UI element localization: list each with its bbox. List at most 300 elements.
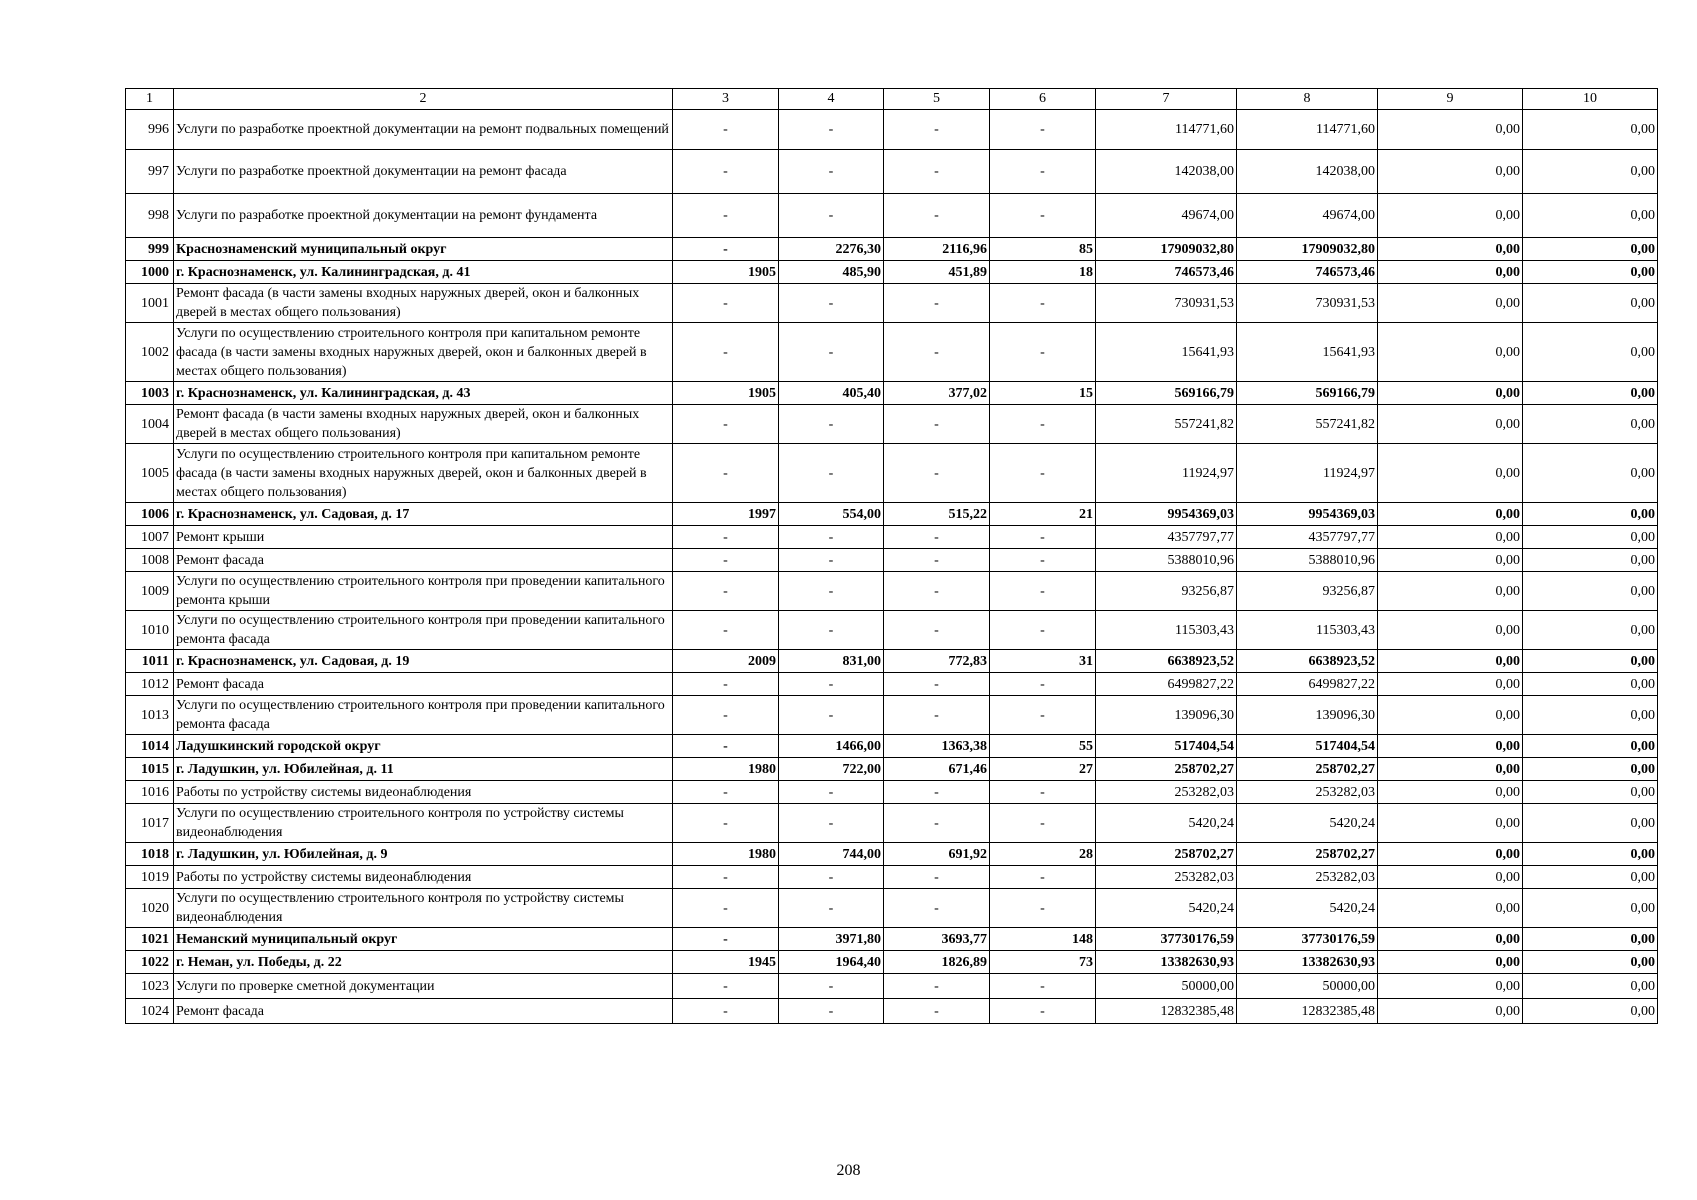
cell-col6: 148 — [990, 928, 1096, 951]
cell-col5: - — [884, 974, 990, 999]
cell-col7: 15641,93 — [1096, 323, 1237, 382]
cell-col7: 258702,27 — [1096, 843, 1237, 866]
cell-col9: 0,00 — [1378, 572, 1523, 611]
cell-col4: 1964,40 — [779, 951, 884, 974]
cell-col5: - — [884, 572, 990, 611]
table-row — [126, 650, 1658, 673]
cell-col3: 1997 — [673, 503, 779, 526]
cell-col4: - — [779, 866, 884, 889]
row-number: 996 — [126, 110, 174, 150]
cell-col7: 6638923,52 — [1096, 650, 1237, 673]
cell-col5: 515,22 — [884, 503, 990, 526]
table-row — [126, 150, 1658, 194]
cell-col6: - — [990, 549, 1096, 572]
cell-col4: - — [779, 673, 884, 696]
table-row — [126, 444, 1658, 503]
cell-col8: 5388010,96 — [1237, 549, 1378, 572]
cell-col10: 0,00 — [1523, 611, 1658, 650]
cell-col4: - — [779, 889, 884, 928]
row-name: Услуги по разработке проектной документации на ремонт подвальных помещений — [174, 110, 673, 150]
cell-col7: 12832385,48 — [1096, 999, 1237, 1024]
row-name: Услуги по осуществлению строительного контроля при капитальном ремонте фасада (в части замены входных наружных дверей, окон и балконных дверей в местах общего пользования) — [174, 444, 673, 503]
cell-col10: 0,00 — [1523, 866, 1658, 889]
cell-col3: - — [673, 526, 779, 549]
cell-col5: 2116,96 — [884, 238, 990, 261]
cell-col8: 5420,24 — [1237, 889, 1378, 928]
cell-col3: 1905 — [673, 261, 779, 284]
cell-col6: - — [990, 696, 1096, 735]
cell-col3: - — [673, 974, 779, 999]
cell-col4: 831,00 — [779, 650, 884, 673]
cell-col9: 0,00 — [1378, 323, 1523, 382]
cell-col5: - — [884, 405, 990, 444]
cell-col3: 2009 — [673, 650, 779, 673]
cell-col3: - — [673, 194, 779, 238]
cell-col6: - — [990, 804, 1096, 843]
cell-col3: - — [673, 804, 779, 843]
column-header-row — [126, 89, 1658, 110]
cell-col10: 0,00 — [1523, 696, 1658, 735]
cell-col10: 0,00 — [1523, 261, 1658, 284]
cell-col10: 0,00 — [1523, 194, 1658, 238]
row-name: г. Краснознаменск, ул. Садовая, д. 19 — [174, 650, 673, 673]
cell-col5: 3693,77 — [884, 928, 990, 951]
cell-col9: 0,00 — [1378, 951, 1523, 974]
table-row — [126, 284, 1658, 323]
cell-col10: 0,00 — [1523, 323, 1658, 382]
table-row — [126, 673, 1658, 696]
cell-col10: 0,00 — [1523, 781, 1658, 804]
cell-col7: 50000,00 — [1096, 974, 1237, 999]
row-number: 1012 — [126, 673, 174, 696]
cell-col3: - — [673, 611, 779, 650]
cell-col7: 746573,46 — [1096, 261, 1237, 284]
row-number: 1001 — [126, 284, 174, 323]
cell-col4: 1466,00 — [779, 735, 884, 758]
table-body — [126, 89, 1658, 1024]
cell-col7: 4357797,77 — [1096, 526, 1237, 549]
cell-col4: - — [779, 405, 884, 444]
row-name: Услуги по проверке сметной документации — [174, 974, 673, 999]
cell-col8: 12832385,48 — [1237, 999, 1378, 1024]
cell-col6: 27 — [990, 758, 1096, 781]
cell-col3: - — [673, 999, 779, 1024]
cell-col8: 258702,27 — [1237, 758, 1378, 781]
cell-col10: 0,00 — [1523, 238, 1658, 261]
row-name: г. Краснознаменск, ул. Калининградская, д. 41 — [174, 261, 673, 284]
cell-col7: 49674,00 — [1096, 194, 1237, 238]
cell-col3: - — [673, 323, 779, 382]
cell-col9: 0,00 — [1378, 238, 1523, 261]
cell-col8: 557241,82 — [1237, 405, 1378, 444]
row-name: Работы по устройству системы видеонаблюдения — [174, 866, 673, 889]
cell-col9: 0,00 — [1378, 781, 1523, 804]
cell-col7: 93256,87 — [1096, 572, 1237, 611]
cell-col3: - — [673, 696, 779, 735]
cell-col7: 557241,82 — [1096, 405, 1237, 444]
cell-col6: - — [990, 444, 1096, 503]
table-row — [126, 974, 1658, 999]
cell-col6: - — [990, 889, 1096, 928]
cell-col4: 744,00 — [779, 843, 884, 866]
cell-col9: 0,00 — [1378, 735, 1523, 758]
cell-col3: 1905 — [673, 382, 779, 405]
row-name: Услуги по разработке проектной документации на ремонт фундамента — [174, 194, 673, 238]
row-number: 1014 — [126, 735, 174, 758]
cell-col8: 17909032,80 — [1237, 238, 1378, 261]
row-name: Краснознаменский муниципальный округ — [174, 238, 673, 261]
cell-col10: 0,00 — [1523, 758, 1658, 781]
table-row — [126, 405, 1658, 444]
cell-col8: 15641,93 — [1237, 323, 1378, 382]
cell-col5: - — [884, 611, 990, 650]
column-header: 3 — [673, 89, 779, 110]
cell-col8: 569166,79 — [1237, 382, 1378, 405]
cell-col6: - — [990, 323, 1096, 382]
row-number: 1010 — [126, 611, 174, 650]
cell-col5: 1826,89 — [884, 951, 990, 974]
cell-col3: - — [673, 284, 779, 323]
row-number: 1009 — [126, 572, 174, 611]
row-name: Ремонт фасада — [174, 549, 673, 572]
cell-col8: 49674,00 — [1237, 194, 1378, 238]
cell-col8: 37730176,59 — [1237, 928, 1378, 951]
cell-col3: - — [673, 889, 779, 928]
column-header: 8 — [1237, 89, 1378, 110]
cell-col10: 0,00 — [1523, 110, 1658, 150]
cell-col8: 13382630,93 — [1237, 951, 1378, 974]
data-table — [125, 88, 1658, 1024]
cell-col9: 0,00 — [1378, 999, 1523, 1024]
cell-col9: 0,00 — [1378, 444, 1523, 503]
cell-col5: 671,46 — [884, 758, 990, 781]
column-header: 9 — [1378, 89, 1523, 110]
cell-col10: 0,00 — [1523, 284, 1658, 323]
cell-col10: 0,00 — [1523, 444, 1658, 503]
cell-col9: 0,00 — [1378, 843, 1523, 866]
cell-col4: - — [779, 323, 884, 382]
table-row — [126, 804, 1658, 843]
table-row — [126, 758, 1658, 781]
cell-col5: - — [884, 696, 990, 735]
table-row — [126, 110, 1658, 150]
cell-col3: - — [673, 781, 779, 804]
cell-col7: 139096,30 — [1096, 696, 1237, 735]
column-header: 6 — [990, 89, 1096, 110]
cell-col7: 114771,60 — [1096, 110, 1237, 150]
cell-col5: 772,83 — [884, 650, 990, 673]
cell-col4: 405,40 — [779, 382, 884, 405]
cell-col8: 93256,87 — [1237, 572, 1378, 611]
table-row — [126, 928, 1658, 951]
table-row — [126, 611, 1658, 650]
cell-col9: 0,00 — [1378, 804, 1523, 843]
cell-col8: 114771,60 — [1237, 110, 1378, 150]
cell-col5: - — [884, 526, 990, 549]
cell-col4: 485,90 — [779, 261, 884, 284]
row-name: Ремонт фасада — [174, 999, 673, 1024]
row-name: Услуги по осуществлению строительного контроля при проведении капитального ремонта фасада — [174, 611, 673, 650]
cell-col6: - — [990, 781, 1096, 804]
row-name: г. Ладушкин, ул. Юбилейная, д. 9 — [174, 843, 673, 866]
cell-col4: - — [779, 526, 884, 549]
table-row — [126, 866, 1658, 889]
cell-col6: 31 — [990, 650, 1096, 673]
cell-col5: - — [884, 194, 990, 238]
row-name: Ремонт фасада (в части замены входных наружных дверей, окон и балконных дверей в местах общего пользования) — [174, 284, 673, 323]
cell-col10: 0,00 — [1523, 951, 1658, 974]
row-number: 1011 — [126, 650, 174, 673]
table-row — [126, 503, 1658, 526]
cell-col6: - — [990, 150, 1096, 194]
column-header: 7 — [1096, 89, 1237, 110]
cell-col5: 451,89 — [884, 261, 990, 284]
cell-col9: 0,00 — [1378, 650, 1523, 673]
cell-col5: - — [884, 889, 990, 928]
cell-col9: 0,00 — [1378, 673, 1523, 696]
column-header: 10 — [1523, 89, 1658, 110]
cell-col6: - — [990, 110, 1096, 150]
cell-col9: 0,00 — [1378, 503, 1523, 526]
cell-col6: 18 — [990, 261, 1096, 284]
row-number: 1004 — [126, 405, 174, 444]
cell-col7: 253282,03 — [1096, 781, 1237, 804]
row-number: 1006 — [126, 503, 174, 526]
table-row — [126, 696, 1658, 735]
cell-col4: - — [779, 999, 884, 1024]
cell-col7: 5388010,96 — [1096, 549, 1237, 572]
table-row — [126, 572, 1658, 611]
cell-col4: - — [779, 974, 884, 999]
cell-col8: 253282,03 — [1237, 866, 1378, 889]
row-number: 1003 — [126, 382, 174, 405]
cell-col7: 5420,24 — [1096, 889, 1237, 928]
table-row — [126, 999, 1658, 1024]
row-name: Ремонт фасада (в части замены входных наружных дверей, окон и балконных дверей в местах общего пользования) — [174, 405, 673, 444]
row-number: 1018 — [126, 843, 174, 866]
cell-col3: - — [673, 405, 779, 444]
cell-col3: - — [673, 238, 779, 261]
cell-col5: - — [884, 866, 990, 889]
cell-col9: 0,00 — [1378, 696, 1523, 735]
row-number: 1007 — [126, 526, 174, 549]
cell-col8: 4357797,77 — [1237, 526, 1378, 549]
cell-col5: - — [884, 444, 990, 503]
cell-col6: 85 — [990, 238, 1096, 261]
table-row — [126, 889, 1658, 928]
cell-col5: - — [884, 549, 990, 572]
row-number: 997 — [126, 150, 174, 194]
row-name: г. Ладушкин, ул. Юбилейная, д. 11 — [174, 758, 673, 781]
cell-col10: 0,00 — [1523, 382, 1658, 405]
row-number: 1015 — [126, 758, 174, 781]
row-name: Услуги по осуществлению строительного контроля по устройству системы видеонаблюдения — [174, 804, 673, 843]
cell-col5: 1363,38 — [884, 735, 990, 758]
cell-col10: 0,00 — [1523, 673, 1658, 696]
cell-col8: 746573,46 — [1237, 261, 1378, 284]
table-row — [126, 323, 1658, 382]
cell-col3: 1980 — [673, 843, 779, 866]
cell-col5: - — [884, 804, 990, 843]
row-name: Ремонт фасада — [174, 673, 673, 696]
row-name: Неманский муниципальный округ — [174, 928, 673, 951]
cell-col10: 0,00 — [1523, 999, 1658, 1024]
row-name: Работы по устройству системы видеонаблюдения — [174, 781, 673, 804]
cell-col9: 0,00 — [1378, 194, 1523, 238]
cell-col9: 0,00 — [1378, 928, 1523, 951]
row-number: 1020 — [126, 889, 174, 928]
cell-col8: 6499827,22 — [1237, 673, 1378, 696]
cell-col8: 142038,00 — [1237, 150, 1378, 194]
table-row — [126, 735, 1658, 758]
cell-col3: - — [673, 673, 779, 696]
cell-col9: 0,00 — [1378, 889, 1523, 928]
cell-col3: - — [673, 444, 779, 503]
cell-col4: - — [779, 150, 884, 194]
row-number: 998 — [126, 194, 174, 238]
cell-col7: 258702,27 — [1096, 758, 1237, 781]
cell-col5: 691,92 — [884, 843, 990, 866]
cell-col5: - — [884, 110, 990, 150]
cell-col10: 0,00 — [1523, 503, 1658, 526]
cell-col6: - — [990, 284, 1096, 323]
cell-col6: 55 — [990, 735, 1096, 758]
row-number: 1002 — [126, 323, 174, 382]
cell-col6: - — [990, 866, 1096, 889]
cell-col6: - — [990, 673, 1096, 696]
cell-col3: - — [673, 866, 779, 889]
cell-col9: 0,00 — [1378, 150, 1523, 194]
cell-col5: 377,02 — [884, 382, 990, 405]
cell-col7: 37730176,59 — [1096, 928, 1237, 951]
cell-col5: - — [884, 284, 990, 323]
row-name: Услуги по разработке проектной документации на ремонт фасада — [174, 150, 673, 194]
table-row — [126, 951, 1658, 974]
cell-col9: 0,00 — [1378, 758, 1523, 781]
cell-col3: - — [673, 928, 779, 951]
column-header: 5 — [884, 89, 990, 110]
cell-col7: 730931,53 — [1096, 284, 1237, 323]
cell-col8: 115303,43 — [1237, 611, 1378, 650]
cell-col8: 517404,54 — [1237, 735, 1378, 758]
row-number: 1023 — [126, 974, 174, 999]
table-row — [126, 843, 1658, 866]
cell-col6: - — [990, 194, 1096, 238]
cell-col9: 0,00 — [1378, 261, 1523, 284]
cell-col4: 3971,80 — [779, 928, 884, 951]
cell-col9: 0,00 — [1378, 382, 1523, 405]
cell-col8: 258702,27 — [1237, 843, 1378, 866]
cell-col3: - — [673, 735, 779, 758]
cell-col9: 0,00 — [1378, 110, 1523, 150]
cell-col8: 253282,03 — [1237, 781, 1378, 804]
cell-col4: 554,00 — [779, 503, 884, 526]
column-header: 4 — [779, 89, 884, 110]
cell-col7: 569166,79 — [1096, 382, 1237, 405]
cell-col4: - — [779, 194, 884, 238]
row-number: 1024 — [126, 999, 174, 1024]
row-number: 1008 — [126, 549, 174, 572]
row-name: Услуги по осуществлению строительного контроля при капитальном ремонте фасада (в части замены входных наружных дверей, окон и балконных дверей в местах общего пользования) — [174, 323, 673, 382]
cell-col6: - — [990, 974, 1096, 999]
table-row — [126, 194, 1658, 238]
cell-col3: 1980 — [673, 758, 779, 781]
cell-col6: 28 — [990, 843, 1096, 866]
row-number: 999 — [126, 238, 174, 261]
cell-col4: 2276,30 — [779, 238, 884, 261]
cell-col9: 0,00 — [1378, 405, 1523, 444]
table-row — [126, 549, 1658, 572]
cell-col10: 0,00 — [1523, 549, 1658, 572]
cell-col4: - — [779, 804, 884, 843]
cell-col10: 0,00 — [1523, 526, 1658, 549]
cell-col10: 0,00 — [1523, 928, 1658, 951]
row-name: г. Краснознаменск, ул. Калининградская, д. 43 — [174, 382, 673, 405]
cell-col6: - — [990, 572, 1096, 611]
table-row — [126, 526, 1658, 549]
cell-col9: 0,00 — [1378, 526, 1523, 549]
cell-col10: 0,00 — [1523, 889, 1658, 928]
cell-col8: 6638923,52 — [1237, 650, 1378, 673]
cell-col9: 0,00 — [1378, 866, 1523, 889]
cell-col4: - — [779, 284, 884, 323]
cell-col4: - — [779, 696, 884, 735]
cell-col6: 73 — [990, 951, 1096, 974]
cell-col8: 11924,97 — [1237, 444, 1378, 503]
cell-col7: 517404,54 — [1096, 735, 1237, 758]
row-name: г. Неман, ул. Победы, д. 22 — [174, 951, 673, 974]
cell-col7: 5420,24 — [1096, 804, 1237, 843]
cell-col3: 1945 — [673, 951, 779, 974]
table-row — [126, 261, 1658, 284]
cell-col10: 0,00 — [1523, 735, 1658, 758]
row-number: 1013 — [126, 696, 174, 735]
table-row — [126, 382, 1658, 405]
cell-col4: 722,00 — [779, 758, 884, 781]
cell-col8: 730931,53 — [1237, 284, 1378, 323]
cell-col7: 13382630,93 — [1096, 951, 1237, 974]
row-name: Услуги по осуществлению строительного контроля при проведении капитального ремонта фасада — [174, 696, 673, 735]
cell-col7: 6499827,22 — [1096, 673, 1237, 696]
cell-col6: - — [990, 999, 1096, 1024]
row-name: г. Краснознаменск, ул. Садовая, д. 17 — [174, 503, 673, 526]
row-name: Ладушкинский городской округ — [174, 735, 673, 758]
cell-col8: 5420,24 — [1237, 804, 1378, 843]
column-header: 1 — [126, 89, 174, 110]
cell-col3: - — [673, 110, 779, 150]
cell-col4: - — [779, 549, 884, 572]
cell-col8: 139096,30 — [1237, 696, 1378, 735]
cell-col3: - — [673, 150, 779, 194]
cell-col10: 0,00 — [1523, 650, 1658, 673]
row-number: 1021 — [126, 928, 174, 951]
cell-col5: - — [884, 781, 990, 804]
row-name: Услуги по осуществлению строительного контроля по устройству системы видеонаблюдения — [174, 889, 673, 928]
cell-col5: - — [884, 323, 990, 382]
cell-col10: 0,00 — [1523, 974, 1658, 999]
cell-col10: 0,00 — [1523, 804, 1658, 843]
cell-col5: - — [884, 150, 990, 194]
cell-col10: 0,00 — [1523, 572, 1658, 611]
cell-col7: 142038,00 — [1096, 150, 1237, 194]
cell-col6: 21 — [990, 503, 1096, 526]
table-row — [126, 238, 1658, 261]
cell-col8: 9954369,03 — [1237, 503, 1378, 526]
cell-col4: - — [779, 572, 884, 611]
cell-col4: - — [779, 781, 884, 804]
cell-col9: 0,00 — [1378, 284, 1523, 323]
cell-col7: 9954369,03 — [1096, 503, 1237, 526]
